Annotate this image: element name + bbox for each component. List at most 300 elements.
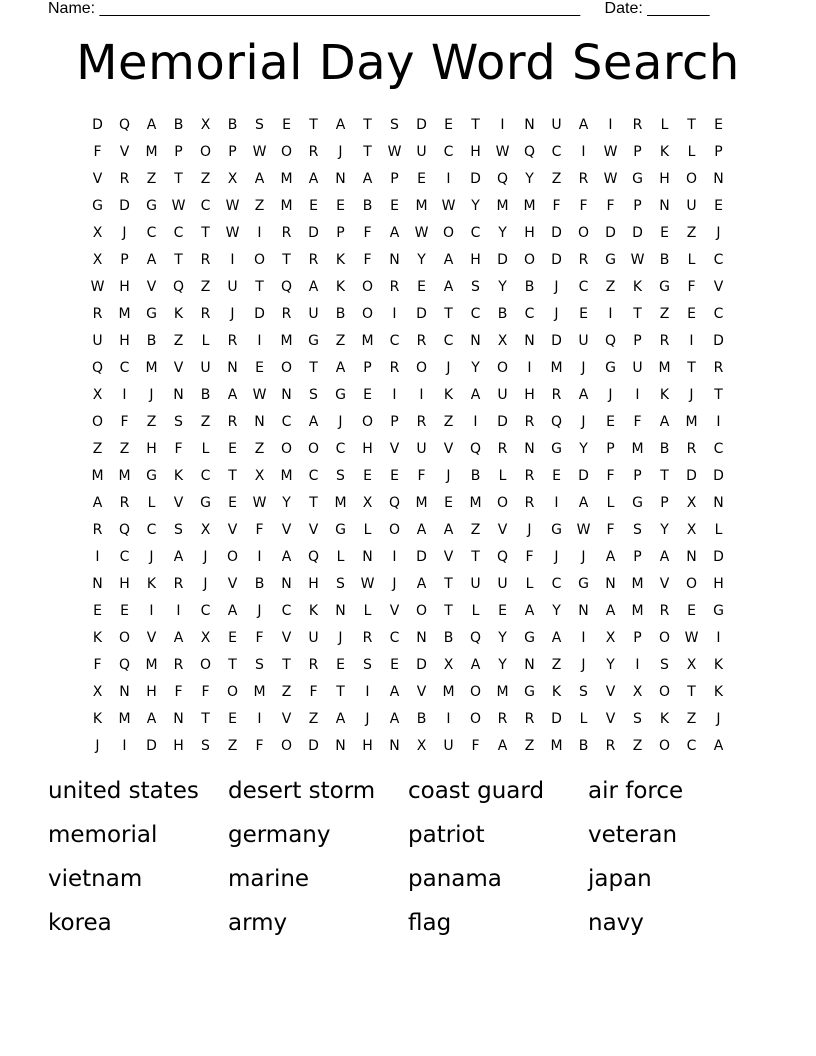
grid-letter: Y <box>417 252 426 268</box>
grid-letter: V <box>389 441 400 457</box>
grid-letter: X <box>200 630 211 646</box>
grid-letter: Z <box>524 738 535 754</box>
grid-letter: D <box>605 225 616 241</box>
grid-letter: B <box>335 306 346 322</box>
grid-letter: K <box>659 711 670 727</box>
grid-letter: Z <box>308 711 319 727</box>
grid-letter: E <box>120 603 129 619</box>
grid-letter: H <box>119 279 130 295</box>
grid-letter: Z <box>146 414 157 430</box>
grid-letter: U <box>551 117 562 133</box>
grid-letter: R <box>578 171 589 187</box>
grid-letter: X <box>200 117 211 133</box>
grid-letter: K <box>659 144 670 160</box>
grid-letter: O <box>226 684 239 700</box>
grid-letter: X <box>605 630 616 646</box>
grid-letter: V <box>146 279 157 295</box>
grid-letter: O <box>226 549 239 565</box>
grid-letter: C <box>713 441 724 457</box>
grid-letter: E <box>228 630 237 646</box>
grid-letter: R <box>497 711 508 727</box>
grid-letter: M <box>280 198 293 214</box>
grid-letter: V <box>416 684 427 700</box>
grid-letter: Z <box>659 306 670 322</box>
grid-letter: E <box>390 198 399 214</box>
grid-letter: I <box>581 144 586 160</box>
grid-letter: W <box>360 576 375 592</box>
grid-letter: Q <box>172 279 185 295</box>
grid-letter: Q <box>469 630 482 646</box>
grid-letter: N <box>173 387 184 403</box>
grid-letter: I <box>419 387 424 403</box>
grid-letter: E <box>579 306 588 322</box>
grid-letter: M <box>496 198 509 214</box>
grid-letter: N <box>173 711 184 727</box>
grid-letter: D <box>551 333 562 349</box>
grid-letter: A <box>335 360 346 376</box>
grid-letter: O <box>658 684 671 700</box>
grid-letter: T <box>687 117 696 133</box>
grid-letter: A <box>227 387 238 403</box>
grid-letter: U <box>470 576 481 592</box>
grid-letter: O <box>415 603 428 619</box>
grid-letter: W <box>252 144 267 160</box>
grid-letter: Y <box>471 360 480 376</box>
grid-letter: Q <box>496 549 509 565</box>
grid-letter: T <box>714 387 723 403</box>
grid-letter: S <box>174 522 183 538</box>
grid-letter: A <box>416 576 427 592</box>
letter-grid <box>84 112 732 760</box>
grid-letter: M <box>496 684 509 700</box>
grid-letter: G <box>578 576 589 592</box>
grid-letter: C <box>281 603 292 619</box>
grid-letter: I <box>635 657 640 673</box>
grid-letter: N <box>470 333 481 349</box>
grid-letter: I <box>257 333 262 349</box>
grid-letter: P <box>336 225 345 241</box>
grid-letter: Y <box>282 495 291 511</box>
grid-letter: E <box>714 117 723 133</box>
grid-letter: S <box>660 657 669 673</box>
grid-letter: C <box>551 144 562 160</box>
word-bank-item: veteran <box>588 822 678 848</box>
grid-letter: M <box>415 495 428 511</box>
grid-letter: R <box>659 333 670 349</box>
grid-row <box>84 490 732 517</box>
grid-letter: X <box>92 684 103 700</box>
grid-letter: Z <box>686 711 697 727</box>
grid-letter: H <box>119 576 130 592</box>
grid-letter: F <box>633 414 642 430</box>
grid-letter: A <box>578 387 589 403</box>
grid-letter: Z <box>200 171 211 187</box>
grid-letter: N <box>713 171 724 187</box>
grid-letter: B <box>578 738 589 754</box>
grid-letter: D <box>92 117 103 133</box>
grid-letter: K <box>146 576 157 592</box>
grid-letter: U <box>443 738 454 754</box>
grid-letter: A <box>713 738 724 754</box>
grid-letter: J <box>392 576 397 592</box>
grid-letter: S <box>309 387 318 403</box>
grid-letter: V <box>281 630 292 646</box>
grid-letter: Z <box>254 198 265 214</box>
grid-letter: Z <box>119 441 130 457</box>
grid-letter: V <box>713 279 724 295</box>
grid-letter: H <box>146 684 157 700</box>
grid-letter: O <box>280 738 293 754</box>
grid-letter: C <box>389 333 400 349</box>
grid-letter: P <box>633 144 642 160</box>
name-date-line <box>48 0 710 19</box>
grid-letter: P <box>120 252 129 268</box>
grid-letter: O <box>361 279 374 295</box>
grid-letter: T <box>228 657 237 673</box>
grid-letter: Y <box>552 603 561 619</box>
grid-letter: T <box>201 225 210 241</box>
grid-letter: M <box>145 657 158 673</box>
grid-letter: A <box>335 117 346 133</box>
grid-row <box>84 706 732 733</box>
grid-letter: F <box>417 468 426 484</box>
grid-letter: G <box>659 279 670 295</box>
grid-letter: W <box>603 144 618 160</box>
grid-letter: P <box>633 468 642 484</box>
grid-letter: C <box>551 576 562 592</box>
grid-letter: O <box>658 738 671 754</box>
grid-letter: B <box>173 117 184 133</box>
grid-letter: I <box>257 549 262 565</box>
grid-letter: R <box>173 657 184 673</box>
grid-letter: A <box>578 117 589 133</box>
grid-letter: G <box>308 333 319 349</box>
grid-row <box>84 679 732 706</box>
grid-letter: O <box>469 684 482 700</box>
grid-letter: M <box>415 198 428 214</box>
grid-letter: O <box>280 441 293 457</box>
grid-letter: F <box>363 252 372 268</box>
grid-row <box>84 517 732 544</box>
grid-letter: R <box>308 657 319 673</box>
grid-letter: O <box>280 144 293 160</box>
grid-letter: I <box>716 414 721 430</box>
grid-letter: D <box>497 252 508 268</box>
grid-letter: H <box>119 333 130 349</box>
grid-letter: J <box>581 657 586 673</box>
grid-letter: Q <box>496 171 509 187</box>
grid-letter: O <box>118 630 131 646</box>
grid-letter: A <box>362 171 373 187</box>
grid-letter: A <box>389 684 400 700</box>
grid-letter: Z <box>92 441 103 457</box>
grid-letter: C <box>470 306 481 322</box>
grid-letter: J <box>716 225 721 241</box>
grid-letter: Z <box>686 225 697 241</box>
grid-letter: S <box>255 117 264 133</box>
grid-letter: E <box>228 495 237 511</box>
grid-letter: M <box>280 468 293 484</box>
grid-letter: A <box>389 711 400 727</box>
grid-letter: V <box>605 711 616 727</box>
grid-letter: F <box>174 441 183 457</box>
grid-letter: N <box>416 630 427 646</box>
grid-letter: R <box>416 333 427 349</box>
grid-letter: U <box>578 333 589 349</box>
grid-letter: W <box>630 252 645 268</box>
grid-letter: R <box>227 414 238 430</box>
grid-letter: Q <box>280 279 293 295</box>
grid-letter: O <box>307 441 320 457</box>
grid-letter: W <box>225 225 240 241</box>
grid-letter: J <box>581 549 586 565</box>
grid-letter: H <box>713 576 724 592</box>
grid-letter: I <box>230 252 235 268</box>
grid-letter: J <box>689 387 694 403</box>
grid-letter: E <box>228 711 237 727</box>
grid-letter: I <box>500 117 505 133</box>
grid-letter: I <box>554 495 559 511</box>
word-bank-item: marine <box>228 866 310 892</box>
grid-letter: N <box>389 738 400 754</box>
grid-letter: V <box>119 144 130 160</box>
grid-letter: A <box>443 252 454 268</box>
grid-letter: B <box>362 198 373 214</box>
grid-row <box>84 328 732 355</box>
grid-letter: L <box>498 468 507 484</box>
grid-letter: O <box>199 657 212 673</box>
grid-letter: P <box>714 144 723 160</box>
grid-letter: C <box>443 333 454 349</box>
grid-letter: Q <box>307 549 320 565</box>
grid-letter: A <box>497 738 508 754</box>
grid-letter: Z <box>200 279 211 295</box>
grid-letter: T <box>471 549 480 565</box>
grid-letter: G <box>146 468 157 484</box>
grid-letter: E <box>93 603 102 619</box>
grid-letter: V <box>308 522 319 538</box>
grid-letter: A <box>146 711 157 727</box>
grid-letter: A <box>389 225 400 241</box>
grid-letter: C <box>119 549 130 565</box>
grid-letter: T <box>174 171 183 187</box>
grid-letter: R <box>713 360 724 376</box>
grid-letter: A <box>470 387 481 403</box>
grid-letter: F <box>525 549 534 565</box>
grid-letter: F <box>174 684 183 700</box>
grid-letter: G <box>200 495 211 511</box>
grid-letter: U <box>416 144 427 160</box>
grid-letter: K <box>173 306 184 322</box>
word-bank-item: flag <box>408 910 452 936</box>
grid-letter: I <box>527 360 532 376</box>
grid-letter: J <box>581 360 586 376</box>
word-bank-item: coast guard <box>408 778 545 804</box>
grid-letter: V <box>227 522 238 538</box>
grid-letter: M <box>685 414 698 430</box>
grid-letter: O <box>496 360 509 376</box>
grid-letter: S <box>633 711 642 727</box>
grid-letter: Z <box>551 171 562 187</box>
grid-letter: C <box>200 198 211 214</box>
grid-letter: T <box>471 117 480 133</box>
grid-letter: E <box>444 117 453 133</box>
grid-letter: C <box>686 738 697 754</box>
grid-letter: A <box>173 630 184 646</box>
grid-letter: A <box>92 495 103 511</box>
grid-letter: V <box>227 576 238 592</box>
grid-row <box>84 409 732 436</box>
grid-letter: D <box>551 252 562 268</box>
grid-letter: R <box>362 630 373 646</box>
grid-letter: F <box>201 684 210 700</box>
grid-letter: D <box>308 225 319 241</box>
grid-letter: U <box>227 279 238 295</box>
grid-letter: N <box>524 441 535 457</box>
grid-letter: E <box>687 306 696 322</box>
grid-letter: O <box>442 225 455 241</box>
grid-letter: U <box>632 360 643 376</box>
grid-letter: L <box>201 333 210 349</box>
grid-letter: A <box>335 711 346 727</box>
grid-letter: C <box>470 225 481 241</box>
grid-letter: C <box>389 630 400 646</box>
grid-letter: J <box>257 603 262 619</box>
grid-letter: A <box>470 657 481 673</box>
grid-letter: I <box>446 711 451 727</box>
grid-letter: F <box>255 630 264 646</box>
grid-letter: R <box>389 279 400 295</box>
word-bank-item: panama <box>408 866 502 892</box>
grid-letter: M <box>118 468 131 484</box>
grid-letter: W <box>225 198 240 214</box>
word-bank-item: army <box>228 910 288 936</box>
grid-letter: M <box>118 306 131 322</box>
grid-letter: S <box>336 468 345 484</box>
grid-letter: A <box>443 522 454 538</box>
grid-letter: Y <box>525 171 534 187</box>
grid-letter: R <box>524 495 535 511</box>
grid-letter: M <box>631 576 644 592</box>
grid-letter: Y <box>471 198 480 214</box>
grid-letter: A <box>173 549 184 565</box>
grid-letter: R <box>92 522 103 538</box>
grid-letter: A <box>254 171 265 187</box>
grid-letter: F <box>606 468 615 484</box>
grid-letter: T <box>633 306 642 322</box>
grid-letter: E <box>687 603 696 619</box>
page-title: Memorial Day Word Search <box>76 35 740 91</box>
grid-letter: I <box>392 387 397 403</box>
grid-letter: K <box>92 711 103 727</box>
grid-letter: J <box>338 144 343 160</box>
grid-letter: K <box>713 684 724 700</box>
grid-letter: T <box>174 252 183 268</box>
grid-letter: M <box>253 684 266 700</box>
grid-letter: U <box>686 198 697 214</box>
grid-letter: D <box>470 171 481 187</box>
word-bank-item: desert storm <box>228 778 376 804</box>
grid-letter: D <box>551 711 562 727</box>
grid-letter: X <box>254 468 265 484</box>
grid-letter: F <box>471 738 480 754</box>
grid-letter: R <box>605 738 616 754</box>
grid-letter: D <box>416 549 427 565</box>
grid-letter: B <box>470 468 481 484</box>
word-bank-item: japan <box>588 866 652 892</box>
grid-letter: L <box>201 441 210 457</box>
date-field-label: Date: _______ <box>604 0 710 17</box>
grid-letter: X <box>92 252 103 268</box>
grid-letter: X <box>443 657 454 673</box>
grid-letter: N <box>281 576 292 592</box>
grid-letter: M <box>118 711 131 727</box>
grid-letter: N <box>281 387 292 403</box>
grid-letter: H <box>659 171 670 187</box>
grid-letter: S <box>363 657 372 673</box>
grid-letter: A <box>659 414 670 430</box>
grid-letter: T <box>309 495 318 511</box>
grid-letter: E <box>282 117 291 133</box>
grid-letter: A <box>308 279 319 295</box>
grid-letter: H <box>362 738 373 754</box>
grid-letter: O <box>577 225 590 241</box>
grid-letter: F <box>93 144 102 160</box>
grid-letter: F <box>309 684 318 700</box>
grid-letter: N <box>389 252 400 268</box>
grid-letter: T <box>282 657 291 673</box>
grid-letter: I <box>608 306 613 322</box>
grid-letter: E <box>390 657 399 673</box>
grid-letter: Y <box>606 657 615 673</box>
grid-letter: I <box>716 630 721 646</box>
grid-letter: W <box>414 225 429 241</box>
grid-letter: R <box>659 603 670 619</box>
grid-letter: M <box>658 360 671 376</box>
grid-letter: M <box>145 144 158 160</box>
grid-letter: M <box>631 603 644 619</box>
grid-letter: I <box>365 684 370 700</box>
grid-letter: B <box>659 252 670 268</box>
grid-letter: Z <box>281 684 292 700</box>
grid-letter: I <box>149 603 154 619</box>
grid-letter: W <box>171 198 186 214</box>
grid-letter: J <box>581 414 586 430</box>
grid-letter: Z <box>227 738 238 754</box>
grid-letter: M <box>550 360 563 376</box>
grid-letter: V <box>497 522 508 538</box>
grid-letter: R <box>524 711 535 727</box>
grid-letter: D <box>551 225 562 241</box>
grid-letter: V <box>659 576 670 592</box>
grid-row <box>84 598 732 625</box>
grid-letter: E <box>228 441 237 457</box>
grid-letter: Z <box>335 333 346 349</box>
grid-letter: P <box>633 333 642 349</box>
grid-letter: B <box>416 711 427 727</box>
grid-letter: E <box>714 198 723 214</box>
grid-letter: T <box>687 360 696 376</box>
grid-letter: G <box>632 171 643 187</box>
grid-letter: P <box>633 630 642 646</box>
grid-letter: J <box>149 387 154 403</box>
grid-letter: Y <box>660 522 669 538</box>
grid-letter: W <box>603 171 618 187</box>
grid-letter: E <box>552 468 561 484</box>
grid-letter: A <box>146 252 157 268</box>
grid-letter: I <box>122 387 127 403</box>
grid-letter: O <box>658 630 671 646</box>
